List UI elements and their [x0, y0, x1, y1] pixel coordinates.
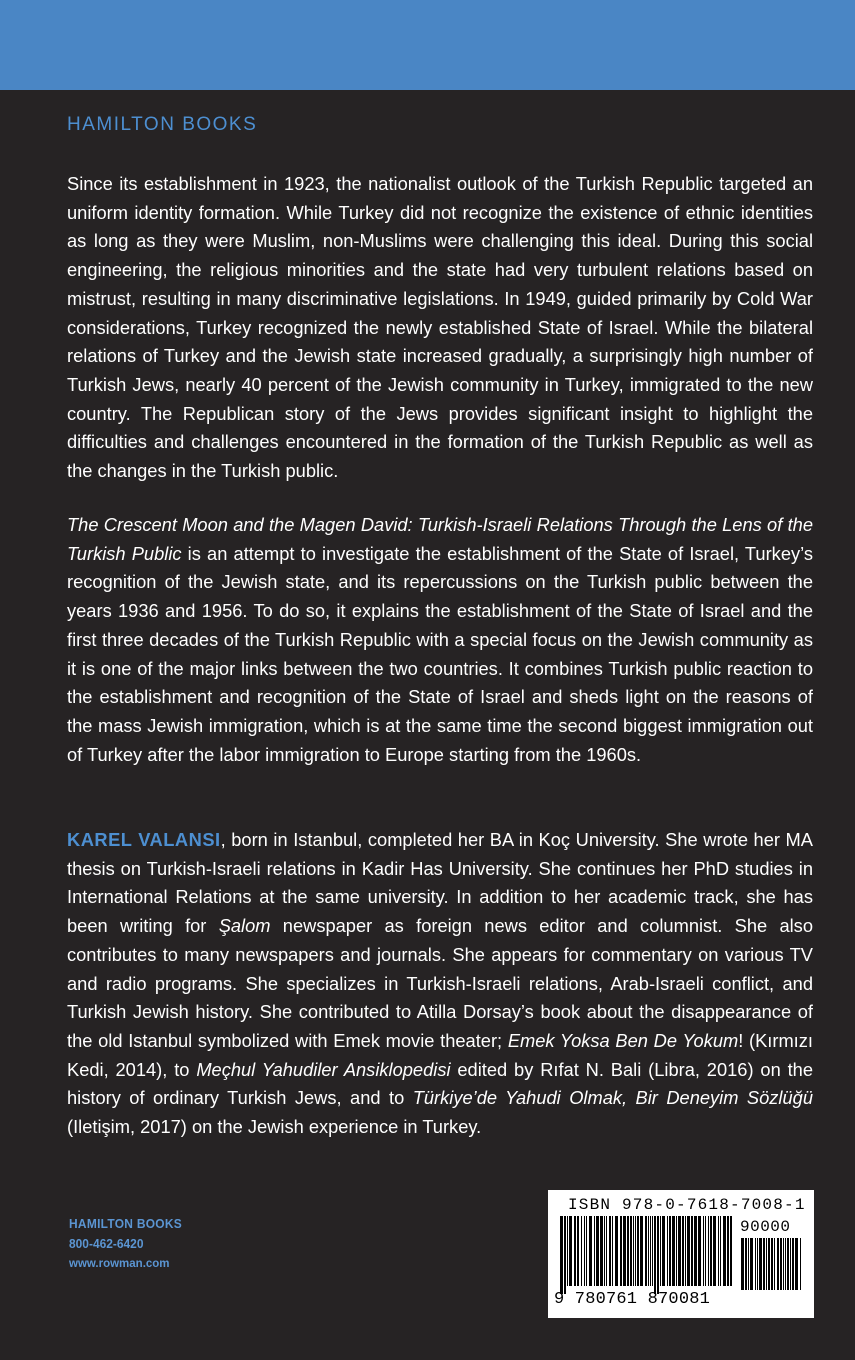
barcode-bar	[667, 1216, 668, 1286]
barcode-bar	[703, 1216, 704, 1286]
barcode-bar	[560, 1216, 563, 1294]
imprint-phone: 800-462-6420	[69, 1236, 144, 1251]
barcode-bar	[600, 1216, 603, 1286]
barcode-bar	[755, 1238, 756, 1290]
book-title-3: Türkiye’de Yahudi Olmak, Bir Deneyim Sözlüğü	[412, 1087, 813, 1109]
barcode-bar	[727, 1216, 729, 1286]
barcode-bar	[676, 1216, 677, 1286]
ean-barcode-bars	[558, 1216, 734, 1296]
barcode-bar	[766, 1238, 767, 1290]
barcode-bar	[748, 1238, 749, 1290]
barcode-bar	[705, 1216, 706, 1286]
imprint-name: HAMILTON BOOKS	[69, 1216, 183, 1231]
barcode-bar	[586, 1216, 587, 1286]
barcode-bar	[577, 1216, 579, 1286]
barcode-bar	[795, 1238, 798, 1290]
isbn-number: ISBN 978-0-7618-7008-1	[568, 1196, 806, 1214]
publisher-imprint	[69, 1214, 192, 1274]
publisher-name: HAMILTON BOOKS	[67, 114, 258, 135]
top-color-band	[0, 0, 855, 90]
barcode-bar	[694, 1216, 697, 1286]
barcode-bar	[790, 1238, 791, 1290]
book-title-1: Emek Yoksa Ben De Yokum	[507, 1029, 739, 1051]
bio-text-2: newspaper as foreign news editor and columnist. She also contributes to many newspapers and journals. She appears for commentary on various TV and radio programs. She specializes in Turkish-Israeli relations, Arab-Israeli conflict, and Turkish Jewish history. She contributed to Atilla Dorsay’s book about the disappearance of the old Istanbul symbolized with Emek movie theater;	[67, 915, 813, 1051]
barcode-bar	[783, 1238, 784, 1290]
barcode-bar	[620, 1216, 622, 1286]
barcode-bar	[792, 1238, 794, 1290]
barcode-bar	[633, 1216, 634, 1286]
barcode-bar	[648, 1216, 649, 1286]
barcode-bar	[685, 1216, 686, 1286]
barcode-bar	[637, 1216, 639, 1286]
barcode-bar	[623, 1216, 626, 1286]
barcode-bar	[682, 1216, 684, 1286]
barcode-bar	[785, 1238, 786, 1290]
barcode-bar	[757, 1238, 758, 1290]
bio-text-4: edited by Rıfat N. Bali (Libra, 2016) on the history of ordinary Turkish Jews, and to	[67, 1058, 813, 1109]
isbn-barcode	[548, 1190, 814, 1318]
barcode-bar	[669, 1216, 671, 1286]
barcode-bar	[750, 1238, 753, 1290]
barcode-bar	[609, 1216, 611, 1286]
barcode-bar	[745, 1238, 747, 1290]
bio-text-5: (Iletişim, 2017) on the Jewish experience in Turkey.	[67, 1116, 482, 1138]
barcode-bar	[660, 1216, 661, 1286]
author-bio	[67, 826, 813, 1142]
description-paragraph-2-text: is an attempt to investigate the establishment of the State of Israel, Turkey’s recognition of the Jewish state, and its repercussions on the Turkish public between the years 1936 and 1956. To do so, it explains the establishment of the State of Israel and the first three decades of the Turkish Republic with a special focus on the Jewish community as it is one of the major links between the two countries. It combines Turkish public reaction to the establishment and recognition of the State of Israel and sheds light on the reasons of the mass Jewish immigration, which is at the same time the second biggest immigration out of Turkey after the labor immigration to Europe starting from the 1960s.	[67, 542, 813, 765]
barcode-bar	[596, 1216, 599, 1286]
barcode-bar	[698, 1216, 701, 1286]
barcode-bar	[650, 1216, 651, 1286]
barcode-bar	[780, 1238, 782, 1290]
barcode-bar	[672, 1216, 675, 1286]
barcode-bar	[787, 1238, 789, 1290]
barcode-bar	[606, 1216, 607, 1286]
barcode-bar	[589, 1216, 592, 1286]
barcode-bar	[800, 1238, 801, 1290]
description-paragraph-2	[67, 511, 813, 769]
price-code: 90000	[740, 1218, 791, 1236]
barcode-bar	[630, 1216, 632, 1286]
barcode-bar	[718, 1216, 719, 1286]
imprint-website: www.rowman.com	[69, 1258, 170, 1270]
barcode-bar	[584, 1216, 585, 1286]
ean-digits: 9 780761 870081	[554, 1290, 711, 1309]
barcode-bar	[657, 1216, 659, 1294]
bio-text-3: ! (Kırmızı Kedi, 2014), to	[67, 1029, 813, 1080]
barcode-bar	[567, 1216, 568, 1286]
description-paragraph-1: Since its establishment in 1923, the nationalist outlook of the Turkish Republic targeted an uniform identity formation. While Turkey did not recognize the existence of ethnic identities as long as they were Muslim, non-Muslims were challenging this ideal. During this social engineering, the religious minorities and the state had very turbulent relations based on mistrust, resulting in many discriminative legislations. In 1949, guided primarily by Cold War considerations, Turkey recognized the newly established State of Israel. While the bilateral relations of Turkey and the Jewish state increased gradually, a surprisingly high number of Turkish Jews, nearly 40 percent of the Jewish community in Turkey, immigrated to the new country. The Republican story of the Jews provides significant insight to highlight the difficulties and challenges encountered in the formation of the Turkish Republic as well as the changes in the Turkish public.	[67, 173, 813, 482]
barcode-bar	[741, 1238, 744, 1290]
barcode-bar	[574, 1216, 576, 1286]
barcode-bar	[759, 1238, 762, 1290]
barcode-bar	[627, 1216, 629, 1286]
barcode-bar	[594, 1216, 595, 1286]
barcode-bar	[768, 1238, 770, 1290]
barcode-bar	[730, 1216, 732, 1286]
barcode-bar	[774, 1238, 775, 1290]
barcode-bar	[604, 1216, 605, 1286]
barcode-bar	[635, 1216, 636, 1286]
addon-barcode-bars	[739, 1238, 805, 1304]
barcode-bar	[654, 1216, 656, 1294]
barcode-bar	[564, 1216, 566, 1294]
barcode-bar	[640, 1216, 643, 1286]
newspaper-name: Şalom	[218, 915, 271, 937]
barcode-bar	[710, 1216, 712, 1286]
barcode-bar	[645, 1216, 647, 1286]
book-title-2: Meçhul Yahudiler Ansiklopedisi	[196, 1058, 451, 1080]
barcode-bar	[771, 1238, 773, 1290]
barcode-bar	[687, 1216, 690, 1286]
barcode-bar	[723, 1216, 726, 1286]
barcode-bar	[720, 1216, 721, 1286]
barcode-bar	[652, 1216, 653, 1286]
barcode-bar	[713, 1216, 716, 1286]
barcode-bar	[581, 1216, 582, 1286]
barcode-bar	[615, 1216, 618, 1286]
barcode-bar	[763, 1238, 765, 1290]
book-title: The Crescent Moon and the Magen David: Turkish-Israeli Relations Through the Lens of the Turkish Public	[67, 514, 813, 564]
bio-text-1: , born in Istanbul, completed her BA in Koç University. She wrote her MA thesis on Turkish-Israeli relations in Kadir Has University. She continues her PhD studies in International Relations at the same university. In addition to her academic track, she has been writing for	[67, 829, 813, 937]
barcode-bar	[777, 1238, 779, 1290]
barcode-bar	[708, 1216, 709, 1286]
author-name: KAREL VALANSI	[67, 829, 221, 850]
barcode-bar	[662, 1216, 665, 1286]
barcode-bar	[612, 1216, 613, 1286]
barcode-bar	[678, 1216, 681, 1286]
barcode-bar	[569, 1216, 572, 1286]
barcode-bar	[691, 1216, 693, 1286]
